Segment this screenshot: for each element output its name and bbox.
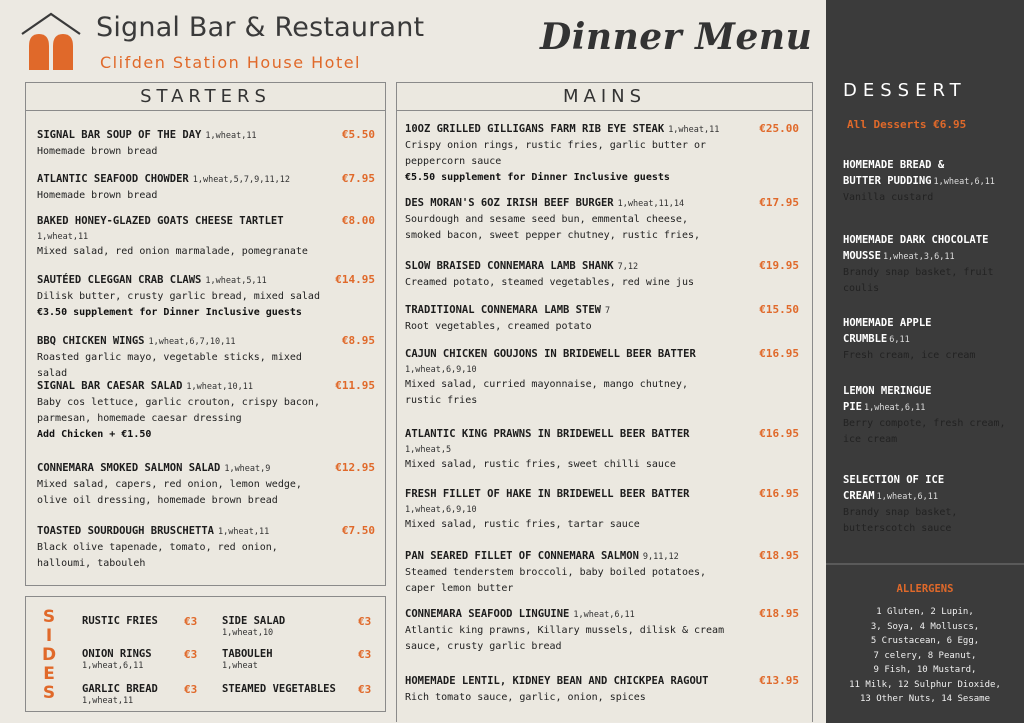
item-price: €16.95 <box>759 487 799 500</box>
dessert-description: ice cream <box>843 433 898 445</box>
item-allergens: 1,wheat,6,7,10,11 <box>148 337 236 347</box>
item-name-row <box>37 171 325 188</box>
item-price: €8.95 <box>341 334 375 347</box>
item-allergens: 1,wheat,6,11 <box>573 610 635 620</box>
dessert-name: SELECTION OF ICE <box>843 474 945 486</box>
item-name: BAKED HONEY-GLAZED GOATS CHEESE TARTLET <box>37 215 284 227</box>
item-price: €5.50 <box>341 128 375 141</box>
item-description: Mixed salad, rustic fries, sweet chilli sauce <box>405 459 676 470</box>
menu-item <box>397 302 812 335</box>
dessert-name-row <box>843 400 1019 417</box>
dessert-item <box>843 316 1019 364</box>
dessert-item <box>843 233 1019 296</box>
item-price: €7.95 <box>341 172 375 185</box>
side-item <box>222 615 285 639</box>
item-description: sauce, crusty garlic bread <box>405 641 562 652</box>
item-name-row <box>37 272 325 289</box>
item-allergens: 1,wheat,5,11 <box>205 276 267 286</box>
item-price: €11.95 <box>335 379 375 392</box>
side-price: €3 <box>184 615 198 628</box>
item-name: FRESH FILLET OF HAKE IN BRIDEWELL BEER BATTER <box>405 488 690 500</box>
dessert-description: coulis <box>843 282 880 294</box>
item-allergens: 1,wheat,10,11 <box>186 382 253 392</box>
dessert-allergens: 1,wheat,6,11 <box>863 402 926 413</box>
item-name: SLOW BRAISED CONNEMARA LAMB SHANK <box>405 260 614 272</box>
item-name-row <box>37 460 325 477</box>
allergens-heading: ALLERGENS <box>896 583 954 595</box>
item-description: halloumi, tabouleh <box>37 558 146 569</box>
dessert-allergens: 1,wheat,6,11 <box>876 491 939 502</box>
item-name: TRADITIONAL CONNEMARA LAMB STEW <box>405 304 601 316</box>
dessert-name: PIE <box>843 400 862 413</box>
dessert-name-row <box>843 489 1019 506</box>
item-description: Mixed salad, red onion marmalade, pomegranate <box>37 246 308 257</box>
dessert-name: MOUSSE <box>843 249 881 262</box>
menu-item <box>397 121 812 186</box>
item-allergens: 7,12 <box>617 262 639 272</box>
item-allergens: 1,wheat,11 <box>37 232 89 242</box>
allergen-line: 1 Gluten, 2 Lupin, <box>876 607 974 617</box>
item-price: €15.50 <box>759 303 799 316</box>
menu-item <box>397 673 812 706</box>
item-price: €18.95 <box>759 549 799 562</box>
dessert-item <box>843 384 1019 447</box>
item-name-row <box>405 486 742 517</box>
item-name-row <box>405 195 742 212</box>
menu-item <box>26 272 385 321</box>
item-name-row <box>405 346 742 377</box>
item-name-row <box>37 378 325 395</box>
side-price: €3 <box>358 648 372 661</box>
side-item <box>82 615 158 627</box>
item-allergens: 1,wheat,9 <box>224 464 271 474</box>
item-name-row <box>405 673 742 690</box>
item-price: €17.95 <box>759 196 799 209</box>
item-allergens: 1,wheat,5 <box>405 445 452 455</box>
side-allergens: 1,wheat,6,11 <box>82 661 144 671</box>
item-price: €13.95 <box>759 674 799 687</box>
item-description: Mixed salad, rustic fries, tartar sauce <box>405 519 640 530</box>
item-description: Mixed salad, curried mayonnaise, mango chutney, <box>405 379 688 390</box>
menu-item <box>26 171 385 204</box>
dessert-name: HOMEMADE BREAD & <box>843 159 945 171</box>
item-name-row <box>405 426 742 457</box>
item-description: peppercorn sauce <box>405 156 502 167</box>
item-name: SIGNAL BAR CAESAR SALAD <box>37 380 183 392</box>
station-house-logo-icon <box>20 12 82 70</box>
item-name: PAN SEARED FILLET OF CONNEMARA SALMON <box>405 550 639 562</box>
menu-item <box>397 346 812 409</box>
side-allergens: 1,wheat,10 <box>222 628 274 638</box>
item-description: Homemade brown bread <box>37 190 158 201</box>
item-name-row <box>37 213 325 244</box>
starters-heading: STARTERS <box>26 83 385 111</box>
dessert-name: HOMEMADE DARK CHOCOLATE <box>843 234 989 246</box>
allergens-key <box>826 563 1024 723</box>
item-name: ATLANTIC SEAFOOD CHOWDER <box>37 173 189 185</box>
item-note: Add Chicken + €1.50 <box>37 429 152 440</box>
sides-section <box>25 596 386 712</box>
menu-item <box>26 460 385 509</box>
dessert-description: Brandy snap basket, <box>843 507 958 518</box>
item-description: Homemade brown bread <box>37 146 158 157</box>
item-name-row <box>405 258 742 275</box>
menu-item <box>26 213 385 260</box>
item-description: Mixed salad, capers, red onion, lemon wedge, <box>37 479 302 490</box>
dessert-name: CREAM <box>843 489 875 502</box>
dessert-name-row <box>843 316 1019 332</box>
item-description: Rich tomato sauce, garlic, onion, spices <box>405 692 646 703</box>
item-name: DES MORAN'S 6OZ IRISH BEEF BURGER <box>405 197 614 209</box>
dessert-item <box>843 473 1019 536</box>
item-description: Crispy onion rings, rustic fries, garlic butter or <box>405 140 707 151</box>
side-allergens: 1,wheat,11 <box>82 696 134 706</box>
dessert-name: CRUMBLE <box>843 332 888 345</box>
item-description: Creamed potato, steamed vegetables, red wine jus <box>405 277 694 288</box>
item-price: €8.00 <box>341 214 375 227</box>
item-name: CONNEMARA SMOKED SALMON SALAD <box>37 462 221 474</box>
side-price: €3 <box>358 615 372 628</box>
item-price: €16.95 <box>759 347 799 360</box>
sides-heading-letter: S <box>42 607 56 627</box>
item-name-row <box>405 121 742 138</box>
side-item <box>222 648 273 672</box>
dessert-description: Vanilla custard <box>843 192 934 203</box>
menu-item <box>26 127 385 160</box>
item-description: olive oil dressing, homemade brown bread <box>37 495 278 506</box>
side-item <box>82 683 158 707</box>
item-name: 10OZ GRILLED GILLIGANS FARM RIB EYE STEAK <box>405 123 665 135</box>
menu-item <box>397 426 812 473</box>
item-name: CAJUN CHICKEN GOUJONS IN BRIDEWELL BEER BATTER <box>405 348 696 360</box>
item-allergens: 1,wheat,11,14 <box>617 199 685 209</box>
allergen-line: 13 Other Nuts, 14 Sesame <box>859 694 991 704</box>
allergen-line: 9 Fish, 10 Mustard, <box>873 665 977 675</box>
dessert-name-row <box>843 158 1019 174</box>
item-name: BBQ CHICKEN WINGS <box>37 335 145 347</box>
dessert-allergens: 1,wheat,6,11 <box>933 176 995 187</box>
dessert-name: LEMON MERINGUE <box>843 385 932 397</box>
item-price: €12.95 <box>335 461 375 474</box>
item-name-row <box>37 333 325 350</box>
item-name: ATLANTIC KING PRAWNS IN BRIDEWELL BEER BATTER <box>405 428 690 440</box>
dessert-item <box>843 158 1019 206</box>
item-allergens: 1,wheat,11 <box>668 125 720 135</box>
item-name: SAUTÉED CLEGGAN CRAB CLAWS <box>37 274 202 286</box>
side-name: STEAMED VEGETABLES <box>222 683 336 695</box>
item-name: SIGNAL BAR SOUP OF THE DAY <box>37 129 202 141</box>
dessert-description: Brandy snap basket, fruit <box>843 267 994 278</box>
menu-item <box>26 378 385 443</box>
item-description: smoked bacon, sweet pepper chutney, rustic fries, <box>405 230 701 241</box>
item-price: €19.95 <box>759 259 799 272</box>
item-allergens: 1,wheat,11 <box>218 527 270 537</box>
allergens-list <box>826 605 1024 707</box>
allergen-line: 3, Soya, 4 Molluscs, <box>870 621 980 632</box>
item-price: €14.95 <box>335 273 375 286</box>
item-note: €3.50 supplement for Dinner Inclusive guests <box>37 307 302 318</box>
dessert-description: Fresh cream, ice cream <box>843 350 976 361</box>
item-description: caper lemon butter <box>405 583 514 594</box>
item-name: HOMEMADE LENTIL, KIDNEY BEAN AND CHICKPEA RAGOUT <box>405 675 709 687</box>
dessert-name: BUTTER PUDDING <box>843 174 932 187</box>
item-price: €18.95 <box>759 607 799 620</box>
item-price: €25.00 <box>759 122 799 135</box>
dessert-name-row <box>843 473 1019 489</box>
dessert-description: Berry compote, fresh cream, <box>843 418 1006 429</box>
menu-item <box>26 523 385 572</box>
item-name-row <box>37 523 325 540</box>
item-allergens: 1,wheat,6,9,10 <box>405 505 477 515</box>
allergen-line: 7 celery, 8 Peanut, <box>873 650 977 661</box>
item-name-row <box>405 548 742 565</box>
allergen-line: 11 Milk, 12 Sulphur Dioxide, <box>849 679 1001 690</box>
menu-item <box>397 606 812 655</box>
item-description: Dilisk butter, crusty garlic bread, mixed salad <box>37 291 320 302</box>
menu-item <box>397 548 812 597</box>
side-item <box>222 683 336 695</box>
dessert-heading: DESSERT <box>843 80 967 101</box>
side-name: ONION RINGS <box>82 648 152 660</box>
item-allergens: 9,11,12 <box>642 552 679 562</box>
item-description: rustic fries <box>405 395 478 406</box>
menu-item <box>397 486 812 533</box>
item-description: Atlantic king prawns, Killary mussels, dilisk & cream <box>405 625 725 636</box>
side-item <box>82 648 152 672</box>
mains-heading: MAINS <box>397 83 812 111</box>
item-allergens: 1,wheat,11 <box>205 131 257 141</box>
item-allergens: 1,wheat,5,7,9,11,12 <box>192 175 290 185</box>
item-description: Sourdough and sesame seed bun, emmental cheese, <box>405 214 688 225</box>
allergen-line: 5 Crustacean, 6 Egg, <box>870 636 980 646</box>
item-price: €7.50 <box>341 524 375 537</box>
item-description: Steamed tenderstem broccoli, baby boiled potatoes, <box>405 567 707 578</box>
mains-section <box>396 82 813 722</box>
dessert-name: HOMEMADE APPLE <box>843 317 932 329</box>
dessert-price-note: All Desserts €6.95 <box>847 118 967 131</box>
item-name-row <box>405 302 742 319</box>
menu-item <box>397 258 812 291</box>
side-name: SIDE SALAD <box>222 615 286 627</box>
item-name: TOASTED SOURDOUGH BRUSCHETTA <box>37 525 215 537</box>
item-description: Root vegetables, creamed potato <box>405 321 592 332</box>
sides-heading-letter: I <box>45 626 53 646</box>
dessert-name-row <box>843 332 1019 349</box>
sides-heading-letter: E <box>43 664 55 684</box>
item-price: €16.95 <box>759 427 799 440</box>
side-name: TABOULEH <box>222 648 273 660</box>
menu-title: Dinner Menu <box>540 16 813 58</box>
dessert-name-row <box>843 174 1019 191</box>
side-name: GARLIC BREAD <box>82 683 158 695</box>
item-name-row <box>37 127 325 144</box>
dessert-allergens: 6,11 <box>889 334 910 345</box>
item-allergens: 1,wheat,6,9,10 <box>405 365 477 375</box>
restaurant-name: Signal Bar & Restaurant <box>96 12 425 43</box>
dessert-name-row <box>843 233 1019 249</box>
item-allergens: 7 <box>604 306 611 316</box>
dessert-name-row <box>843 384 1019 400</box>
side-allergens: 1,wheat <box>222 661 258 671</box>
side-price: €3 <box>184 648 198 661</box>
sides-heading-letter: D <box>41 645 57 665</box>
dessert-allergens: 1,wheat,3,6,11 <box>882 251 955 262</box>
dessert-description: butterscotch sauce <box>843 522 952 534</box>
hotel-name: Clifden Station House Hotel <box>100 53 361 72</box>
dessert-name-row <box>843 249 1019 266</box>
side-price: €3 <box>184 683 198 696</box>
item-name: CONNEMARA SEAFOOD LINGUINE <box>405 608 570 620</box>
side-name: RUSTIC FRIES <box>82 615 158 627</box>
item-name-row <box>405 606 742 623</box>
item-note: €5.50 supplement for Dinner Inclusive guests <box>405 172 670 183</box>
item-description: Roasted garlic mayo, vegetable sticks, mixed salad <box>37 352 302 379</box>
item-description: parmesan, homemade caesar dressing <box>37 413 242 424</box>
side-price: €3 <box>358 683 372 696</box>
item-description: Black olive tapenade, tomato, red onion, <box>37 542 278 553</box>
sides-heading-letter: S <box>42 683 56 703</box>
item-description: Baby cos lettuce, garlic crouton, crispy bacon, <box>37 397 320 408</box>
menu-item <box>26 333 385 382</box>
starters-section <box>25 82 386 586</box>
menu-item <box>397 195 812 244</box>
sides-heading <box>38 607 60 702</box>
